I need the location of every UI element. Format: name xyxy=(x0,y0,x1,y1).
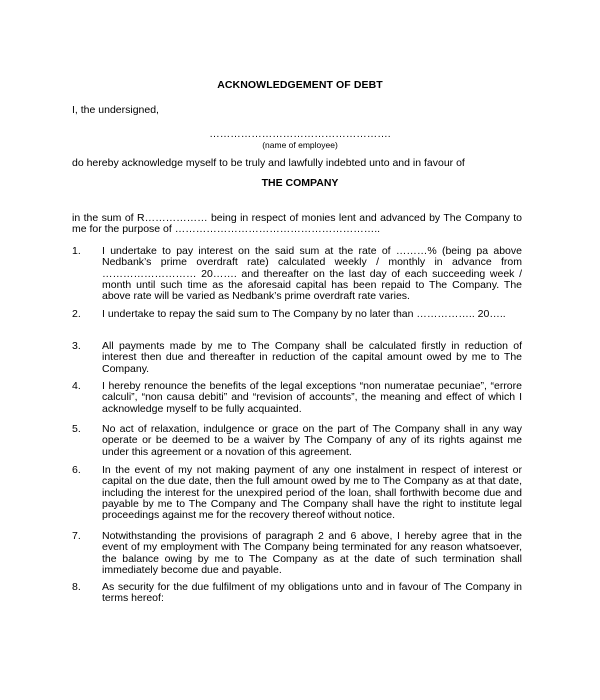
clause-text: I hereby renounce the benefits of the legal exceptions “non numeratae pecuniae”, “errore calculi”, “non causa debiti” and “revision of accounts”, the meaning and effect of which I acknowledge myself to be fully acquainted. xyxy=(102,380,522,415)
document-title: ACKNOWLEDGEMENT OF DEBT xyxy=(217,79,383,91)
clause-number: 2. xyxy=(72,308,81,320)
clause-text: In the event of my not making payment of any one instalment in respect of interest or capital on the due date, then the full amount owed by me to The Company as at that date, including the interest for the unexpired period of the loan, shall forthwith become due and payable by me to The Company and The Company shall have the right to institute legal proceedings against me for the recovery thereof without notice. xyxy=(102,464,522,522)
company-heading: THE COMPANY xyxy=(261,177,339,189)
clause-number: 7. xyxy=(72,530,81,542)
clause-number: 3. xyxy=(72,340,81,352)
clause-text: All payments made by me to The Company shall be calculated firstly in reduction of interest then due and thereafter in reduction of the capital amount owed by me to The Company. xyxy=(102,340,522,375)
clause-number: 4. xyxy=(72,380,81,392)
employee-name-line: ……………………………………………. xyxy=(209,128,391,140)
clause-number: 6. xyxy=(72,464,81,476)
clause-text: I undertake to pay interest on the said sum at the rate of ………% (being pa above Nedbank’s prime overdraft rate) calculated weekly / monthly in advance from ……………………… 20……. and thereafter on the last day of each succeeding week / month until such time as the aforesaid capital has been repaid to The Company. The above rate will be varied as Nedbank’s prime overdraft rate varies. xyxy=(102,245,522,303)
sum-paragraph: in the sum of R……………… being in respect of monies lent and advanced by The Company to me for the purpose of ………………………………………………….. xyxy=(72,212,522,236)
acknowledgement-line: do hereby acknowledge myself to be truly and lawfully indebted unto and in favour of xyxy=(72,157,465,169)
clause-number: 8. xyxy=(72,581,81,593)
employee-name-caption: (name of employee) xyxy=(262,140,338,150)
clause-number: 5. xyxy=(72,423,81,435)
clause-text: Notwithstanding the provisions of paragraph 2 and 6 above, I hereby agree that in the event of my employment with The Company being terminated for any reason whatsoever, the balance owing by me to The Company as at the date of such termination shall immediately become due and payable. xyxy=(102,530,522,576)
opening-line: I, the undersigned, xyxy=(72,104,159,116)
clause-text: As security for the due fulfilment of my obligations unto and in favour of The Company in terms hereof: xyxy=(102,581,522,605)
clause-text: I undertake to repay the said sum to The Company by no later than …………….. 20….. xyxy=(102,308,506,320)
clause-text: No act of relaxation, indulgence or grace on the part of The Company shall in any way operate or be deemed to be a waiver by The Company of any of its rights against me under this agreement or a novation of this agreement. xyxy=(102,423,522,458)
clause-number: 1. xyxy=(72,245,81,257)
